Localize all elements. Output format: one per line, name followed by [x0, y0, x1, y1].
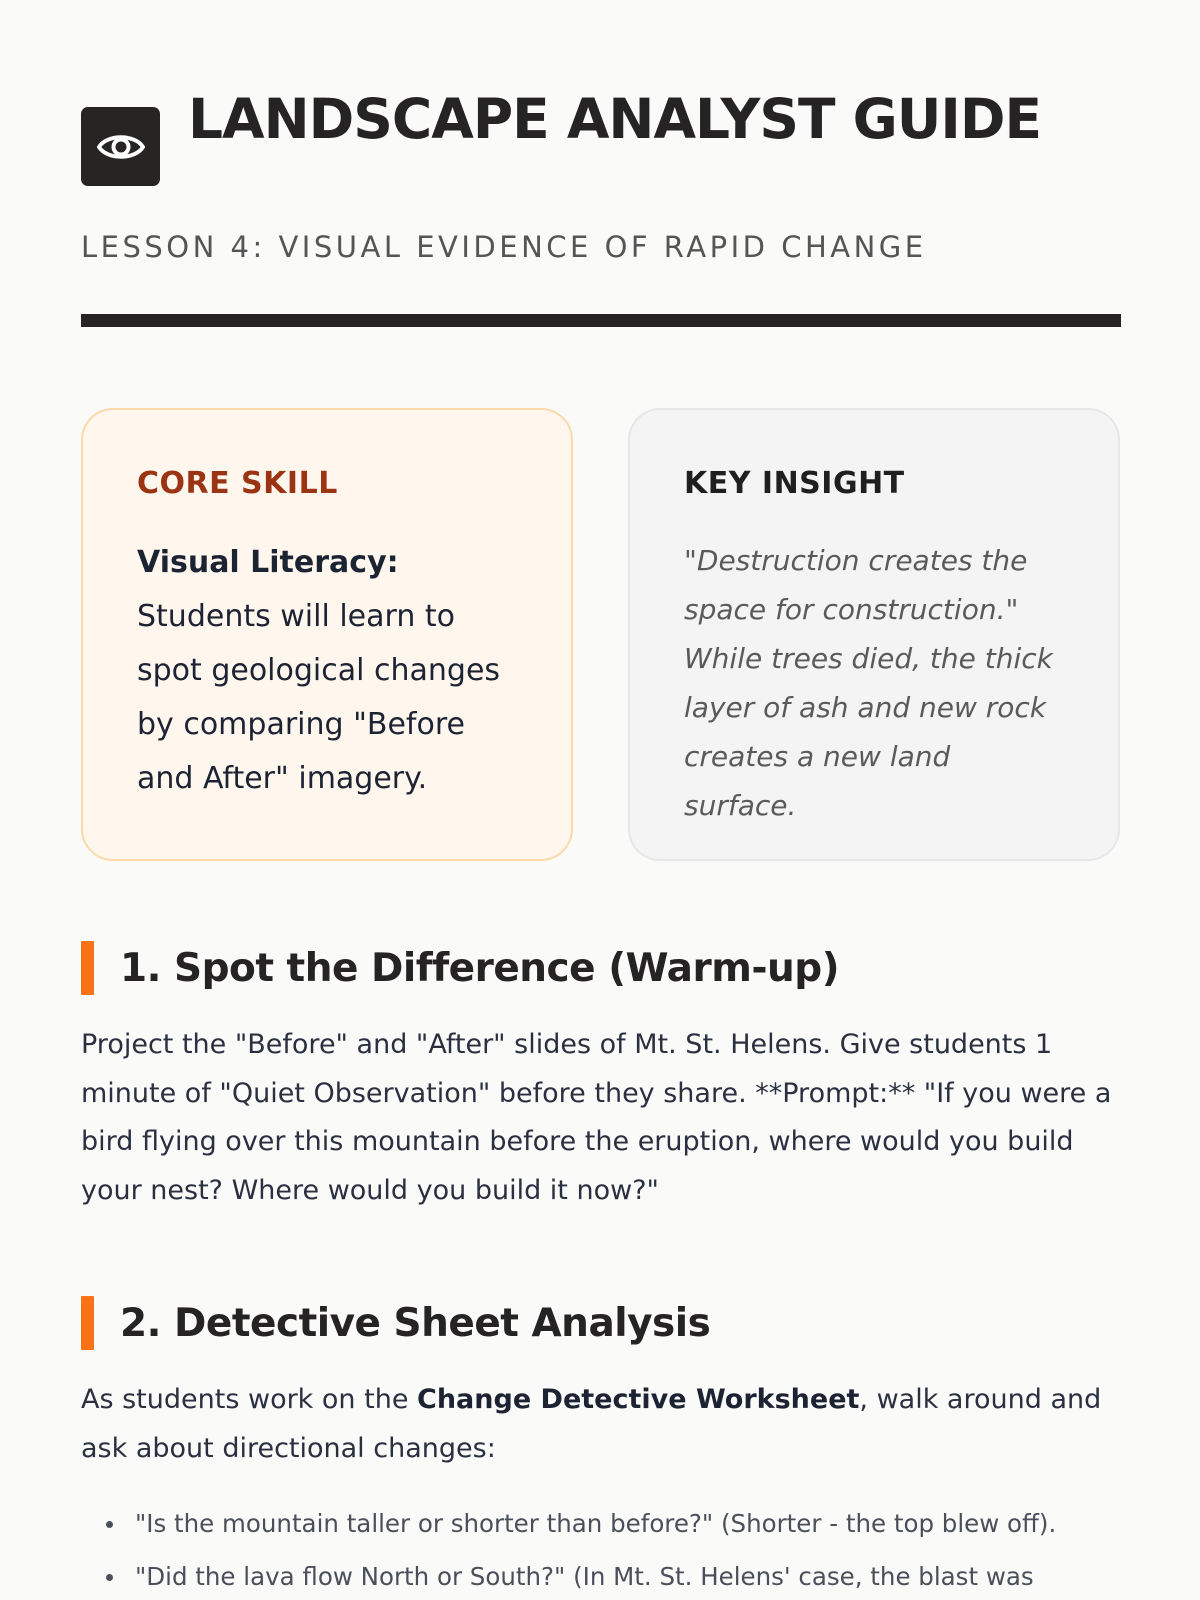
list-item: "Did the lava flow North or South?" (In Mt. St. Helens' case, the blast was [81, 1550, 1121, 1600]
core-skill-term: Visual Literacy: [137, 545, 399, 580]
core-skill-text [137, 536, 517, 806]
section-warm-up-title: 1. Spot the Difference (Warm-up) [120, 945, 840, 991]
core-skill-description: Students will learn to spot geological changes by comparing "Before and After" imagery. [137, 599, 501, 796]
section-accent-bar [81, 941, 94, 995]
lesson-subtitle: LESSON 4: VISUAL EVIDENCE OF RAPID CHANGE [81, 230, 927, 264]
section-detective-title: 2. Detective Sheet Analysis [120, 1300, 711, 1346]
header-divider [81, 314, 1121, 327]
list-item: "Is the mountain taller or shorter than before?" (Shorter - the top blew off). [81, 1497, 1121, 1550]
core-skill-card [81, 408, 573, 861]
detective-text-after: , walk around and ask about directional changes: [81, 1384, 1102, 1464]
page-title: LANDSCAPE ANALYST GUIDE [188, 87, 1042, 151]
detective-text-before: As students work on the [81, 1384, 418, 1415]
section-warm-up-text: Project the "Before" and "After" slides of Mt. St. Helens. Give students 1 minute of "Quiet Observation" before they share. **Prompt:** "If you were a bird flying over this mountain before the eruption, where would you build your nest? Where would you build it now?" [81, 1029, 1112, 1206]
section-accent-bar [81, 1296, 94, 1350]
detective-question-list [81, 1497, 1121, 1600]
eye-icon-graphic [96, 129, 146, 165]
core-skill-heading: CORE SKILL [137, 466, 338, 501]
eye-icon [81, 107, 160, 186]
worksheet-name: Change Detective Worksheet [417, 1384, 860, 1415]
key-insight-heading: KEY INSIGHT [684, 466, 905, 501]
section-detective-heading [81, 1296, 710, 1350]
section-detective-text [81, 1376, 1121, 1473]
key-insight-card [628, 408, 1120, 861]
section-warm-up-heading [81, 941, 839, 995]
key-insight-quote: "Destruction creates the space for construction." While trees died, the thick layer of ash and new rock creates a new land surface. [684, 544, 1053, 822]
